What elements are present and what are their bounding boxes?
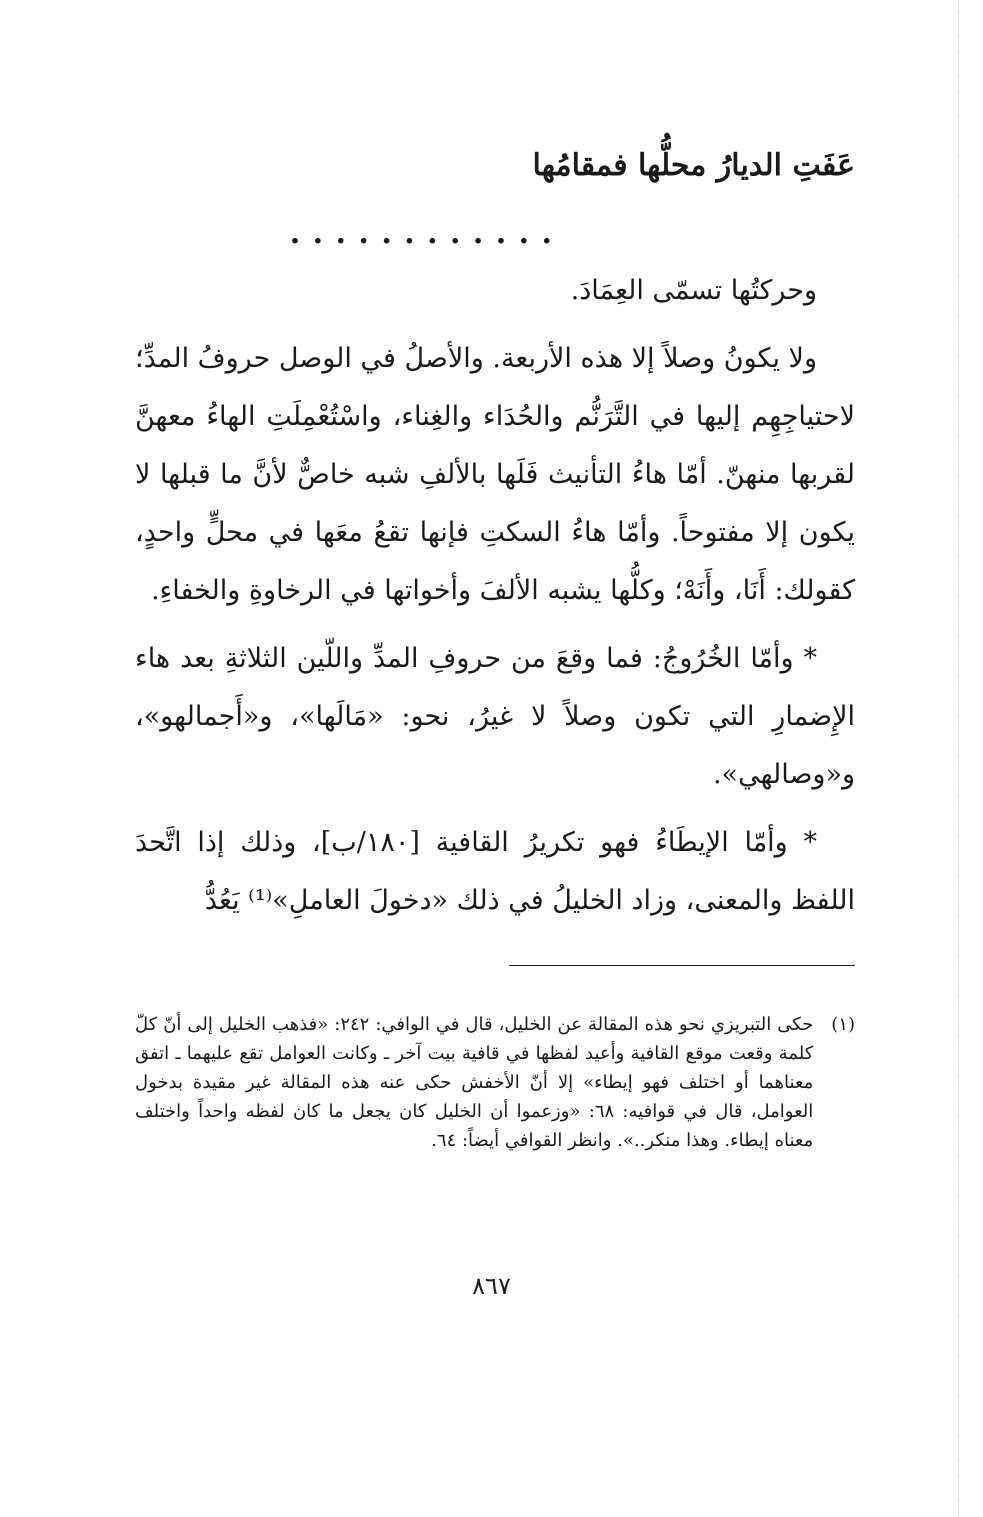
verse-ellipsis: . . . . . . . . . . . . <box>289 216 553 251</box>
footnotes-section <box>135 1010 855 1155</box>
footnote-text: حكى التبريزي نحو هذه المقالة عن الخليل، قال في الوافي: ٢٤٢: «فذهب الخليل إلى أنّ كلّ كلمة وقعت موقع القافية وأعيد لفظها في قافية بيت آخر ـ وكانت العوامل تقع عليهما ـ اتفق معناهما أو اختلف فهو إيطاء» إلا أنّ الأخفش حكى عنه هذه المقالة غير مقيدة بدخول العوامل، قال في قوافيه: ٦٨: «وزعموا أن الخليل كان يجعل ما كان لفظه واحداً واختلف معناه إيطاء. وهذا منكر..». وانظر القوافي أيضاً: ٦٤. <box>135 1014 814 1151</box>
footnote-separator <box>509 965 855 966</box>
paragraph-khuruj: * وأمّا الخُرُوجُ: فما وقعَ من حروفِ المدِّ واللّين الثلاثةِ بعد هاء الإِضمارِ التي تكون وصلاً لا غيرُ، نحو: «مَالَها»، و«أَجمالهو»، و«وصالهي». <box>135 643 855 790</box>
footnote-number: (١) <box>831 1014 855 1035</box>
footnote-item <box>135 1010 855 1155</box>
main-text-body <box>135 262 855 930</box>
paragraph-imad: وحركتُها تسمّى العِمَادَ. <box>570 275 817 306</box>
paragraph-wasl: ولا يكونُ وصلاً إلا هذه الأربعة. والأصلُ في الوصل حروفُ المدِّ؛ لاحتياجِهِم إليها في التَّرَنُّم والحُدَاء والغِناء، واسْتُعْمِلَتِ الهاءُ معهنَّ لقربها منهنّ. أمّا هاءُ التأنيث فَلَها بالألفِ شبه خاصٌّ لأنَّ ما قبلها لا يكون إلا مفتوحاً. وأمّا هاءُ السكتِ فإنها تقعُ معَها في محلٍّ واحدٍ، كقولك: أَنَا، وأَنَهْ؛ وكلُّها يشبه الألفَ وأخواتها في الرخاوةِ والخفاءِ. <box>134 343 855 606</box>
verse-hemistich: عَفَتِ الديارُ محلُّها فمقامُها <box>532 148 855 183</box>
paragraph-ita: * وأمّا الإيطَاءُ فهو تكريرُ القافية [١٨٠/ب]، وذلك إذا اتَّحدَ اللفظ والمعنى، وزاد الخليلُ في ذلك «دخولَ العاملِ»⁽¹⁾ يَعُدُّ <box>135 827 855 916</box>
page-number: ٨٦٧ <box>472 1272 511 1300</box>
